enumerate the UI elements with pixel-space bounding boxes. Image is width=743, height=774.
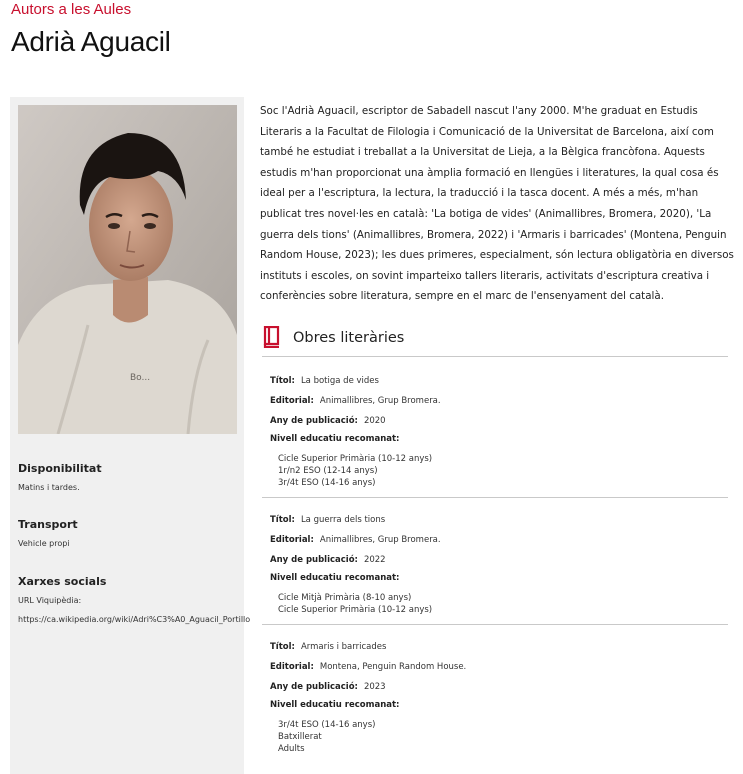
level-item: Cicle Superior Primària (10-12 anys) bbox=[278, 605, 433, 615]
year-label: Any de publicació: bbox=[270, 682, 358, 692]
work-item bbox=[262, 366, 728, 498]
work-levels bbox=[278, 453, 432, 489]
work-item bbox=[262, 505, 728, 625]
author-bio: Soc l'Adrià Aguacil, escriptor de Sabadell nascut l'any 2000. M'he graduat en Estudis Literaris a la Facultat de Filologia i Comunicació de la Universitat de Barcelona, així com també he estudiat i treballat a la Universitat de Lieja, a la Bèlgica francòfona. Aquests estudis m'han proporcionat una àmplia formació en llengües i literatures, la qual cosa és ideal per a l'escriptura, la lectura, la traducció i la tasca docent. A més a més, m'han publicat tres novel·les en català: 'La botiga de vides' (Animallibres, Bromera, 2020), 'La guerra dels tions' (Animallibres, Bromera, 2022) i 'Armaris i barricades' (Montena, Penguin Random House, 2023); les dues primeres, especialment, són lectura obligatòria en diversos instituts i escoles, on sovint imparteixo tallers literaris, activitats d'escriptura creativa i conferències sobre literatura, sempre en el marc de l'ensenyament del català. bbox=[260, 105, 734, 303]
level-label: Nivell educatiu recomanat: bbox=[270, 573, 400, 583]
publisher-label: Editorial: bbox=[270, 396, 314, 406]
work-item bbox=[262, 632, 728, 762]
level-item: 3r/4t ESO (14-16 anys) bbox=[278, 478, 376, 488]
level-item: 1r/n2 ESO (12-14 anys) bbox=[278, 466, 378, 476]
work-year-row bbox=[270, 682, 386, 692]
availability-title: Disponibilitat bbox=[18, 462, 102, 475]
work-publisher: Animallibres, Grup Bromera. bbox=[319, 535, 441, 545]
author-sidebar bbox=[10, 97, 251, 774]
site-tag[interactable]: Autors a les Aules bbox=[11, 1, 132, 18]
work-year: 2020 bbox=[363, 416, 386, 426]
page-title: Adrià Aguacil bbox=[11, 26, 171, 57]
work-year-row bbox=[270, 555, 386, 565]
work-title-row bbox=[270, 642, 386, 652]
works-title: Obres literàries bbox=[293, 330, 405, 346]
year-label: Any de publicació: bbox=[270, 416, 358, 426]
work-title: Armaris i barricades bbox=[300, 642, 387, 652]
social-section bbox=[18, 575, 251, 626]
publisher-label: Editorial: bbox=[270, 662, 314, 672]
level-item: Cicle Superior Primària (10-12 anys) bbox=[278, 454, 433, 464]
work-publisher-row bbox=[270, 535, 441, 545]
author-photo bbox=[18, 105, 237, 434]
work-levels bbox=[278, 592, 432, 616]
work-title-row bbox=[270, 376, 379, 386]
work-publisher-row bbox=[270, 662, 466, 672]
wikipedia-label: URL Viquipèdia: bbox=[18, 596, 82, 605]
work-publisher: Montena, Penguin Random House. bbox=[319, 662, 467, 672]
level-item: 3r/4t ESO (14-16 anys) bbox=[278, 720, 376, 730]
work-publisher: Animallibres, Grup Bromera. bbox=[319, 396, 441, 406]
work-level-row bbox=[270, 434, 405, 444]
work-publisher-row bbox=[270, 396, 441, 406]
works-header bbox=[262, 326, 728, 357]
publisher-label: Editorial: bbox=[270, 535, 314, 545]
work-level-row bbox=[270, 700, 405, 710]
level-label: Nivell educatiu recomanat: bbox=[270, 700, 400, 710]
transport-title: Transport bbox=[18, 518, 78, 531]
book-icon bbox=[262, 326, 282, 348]
level-item: Batxillerat bbox=[278, 732, 322, 742]
work-title: La guerra dels tions bbox=[300, 515, 386, 525]
social-title: Xarxes socials bbox=[18, 575, 107, 588]
level-item: Cicle Mitjà Primària (8-10 anys) bbox=[278, 593, 412, 603]
svg-text:Bo...: Bo... bbox=[130, 373, 151, 383]
title-label: Títol: bbox=[270, 642, 295, 652]
transport-text: Vehicle propi bbox=[18, 539, 70, 548]
work-year: 2022 bbox=[363, 555, 386, 565]
work-year-row bbox=[270, 416, 386, 426]
title-label: Títol: bbox=[270, 376, 295, 386]
year-label: Any de publicació: bbox=[270, 555, 358, 565]
level-label: Nivell educatiu recomanat: bbox=[270, 434, 400, 444]
work-title-row bbox=[270, 515, 385, 525]
level-item: Adults bbox=[278, 744, 305, 754]
work-title: La botiga de vides bbox=[300, 376, 379, 386]
work-year: 2023 bbox=[363, 682, 386, 692]
availability-section bbox=[18, 462, 102, 494]
availability-text: Matins i tardes. bbox=[18, 483, 80, 492]
wikipedia-link[interactable]: https://ca.wikipedia.org/wiki/Adri%C3%A0_Aguacil_Portillo bbox=[18, 615, 251, 624]
title-label: Títol: bbox=[270, 515, 295, 525]
transport-section bbox=[18, 518, 78, 550]
work-level-row bbox=[270, 573, 405, 583]
work-levels bbox=[278, 719, 375, 755]
